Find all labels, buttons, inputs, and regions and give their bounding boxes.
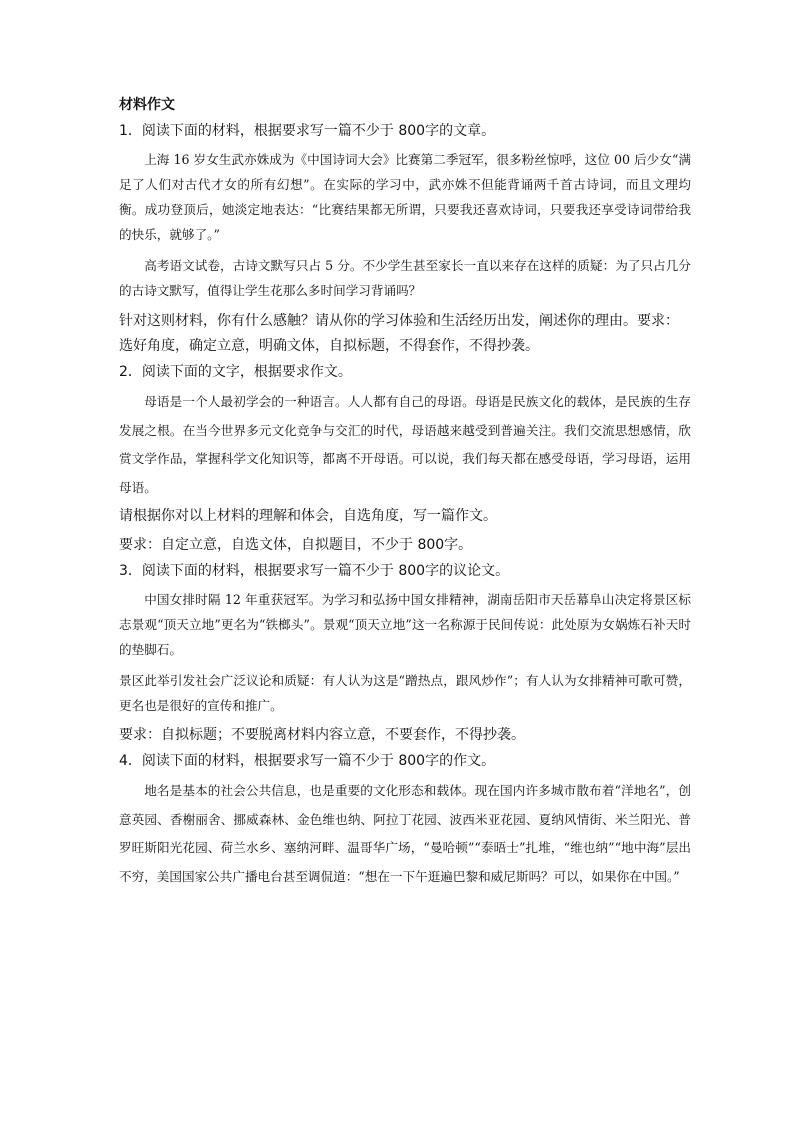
question-3 <box>119 562 691 748</box>
section-title: 材料作文 <box>119 97 175 113</box>
question-requirement: 针对这则材料，你有什么感触？请从你的学习体验和生活经历出发，阐述你的理由。要求：选好角度，确定立意，明确文体，自拟标题，不得套作，不得抄袭。 <box>119 313 679 354</box>
material-paragraph: 景区此举引发社会广泛议论和质疑：有人认为这是“蹭热点，跟风炒作”；有人认为女排精神可歌可赞，更名也是很好的宣传和推广。 <box>119 673 691 713</box>
material-paragraph: 地名是基本的社会公共信息，也是重要的文化形态和载体。现在国内许多城市散布着“洋地名”，创意英园、香榭丽舍、挪威森林、金色维也纳、阿拉丁花园、波西米亚花园、夏纳风情街、米兰阳光、普罗旺斯阳光花园、荷兰水乡、塞纳河畔、温哥华广场，“曼哈顿”“泰晤士”扎堆，“维也纳”“地中海”层出不穷，美国国家公共广播电台甚至调侃道：“想在一下午逛遍巴黎和威尼斯吗？可以，如果你在中国。” <box>119 783 691 884</box>
question-requirement: 要求：自拟标题；不要脱离材料内容立意，不要套作，不得抄袭。 <box>119 727 525 743</box>
question-prompt: 2．阅读下面的文字，根据要求作文。 <box>119 364 352 380</box>
question-prompt: 1．阅读下面的材料，根据要求写一篇不少于 800字的文章。 <box>119 123 496 139</box>
document-content <box>119 96 691 893</box>
material-paragraph: 高考语文试卷，古诗文默写只占 5 分。不少学生甚至家长一直以来存在这样的质疑：为了只占几分的古诗文默写，值得让学生花那么多时间学习背诵吗？ <box>119 258 691 298</box>
question-requirement: 要求：自定立意，自选文体，自拟题目，不少于 800字。 <box>119 537 473 553</box>
question-1 <box>119 122 691 359</box>
question-2 <box>119 363 691 558</box>
material-paragraph: 中国女排时隔 12 年重获冠军。为学习和弘扬中国女排精神，湖南岳阳市天岳幕阜山决定将景区标志景观“顶天立地”更名为“铁榔头”。景观“顶天立地”这一名称源于民间传说：此处原为女娲炼石补天时的垫脚石。 <box>119 592 691 657</box>
question-prompt: 4．阅读下面的材料，根据要求写一篇不少于 800字的作文。 <box>119 753 496 769</box>
question-prompt: 3．阅读下面的材料，根据要求写一篇不少于 800字的议论文。 <box>119 563 510 579</box>
question-4 <box>119 752 691 891</box>
material-paragraph: 母语是一个人最初学会的一种语言。人人都有自己的母语。母语是民族文化的载体，是民族的生存发展之根。在当今世界多元文化竞争与交汇的时代，母语越来越受到普遍关注。我们交流思想感情，欣赏文学作品，掌握科学文化知识等，都离不开母语。可以说，我们每天都在感受母语，学习母语，运用母语。 <box>119 394 691 495</box>
material-paragraph: 上海 16 岁女生武亦姝成为《中国诗词大会》比赛第二季冠军，很多粉丝惊呼，这位 00 后少女“满足了人们对古代才女的所有幻想”。在实际的学习中，武亦姝不但能背诵两千首古诗词，而且文理均衡。成功登顶后，她淡定地表达：“比赛结果都无所谓，只要我还喜欢诗词，只要我还享受诗词带给我的快乐，就够了。” <box>119 152 691 242</box>
question-instruction: 请根据你对以上材料的理解和体会，自选角度，写一篇作文。 <box>119 508 497 524</box>
